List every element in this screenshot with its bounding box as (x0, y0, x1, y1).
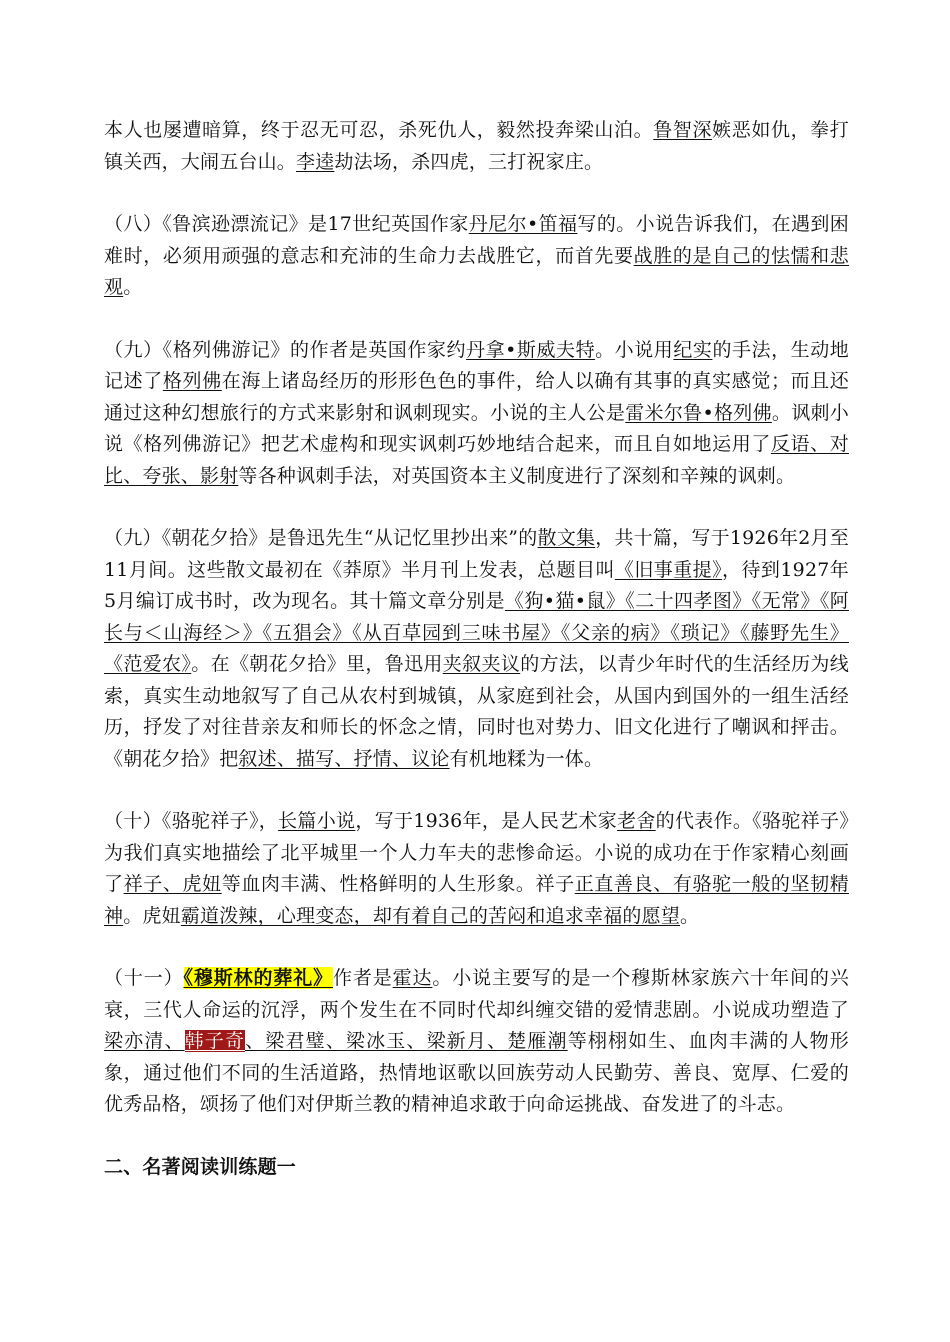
text: 的方法，以青少年时代的生活经历为线索，真实生动地叙写了自己从农村到城镇，从家庭到社会，从国内到国外的一组生活经历，抒发了对往昔亲友和师长的怀念之情，同时也对势力、旧文化进行了嘲讽和抨击。《朝花夕拾》把 (104, 653, 849, 770)
underlined-term: 鲁智深 (653, 119, 713, 141)
underlined-term: 、梁君璧、梁冰玉、梁新月、楚雁潮 (245, 1030, 568, 1052)
paragraph-dawn-blossoms (104, 523, 849, 775)
underlined-term: 祥子、虎妞 (123, 873, 222, 895)
text: 作者是 (332, 967, 393, 989)
underlined-term: 格列佛 (162, 370, 222, 392)
underlined-term: 正直善良、有骆驼一般的坚韧精神 (104, 873, 849, 927)
document-body (104, 115, 849, 1214)
text: 。小说主要写的是一个穆斯林家族六十年间的兴衰，三代人命运的沉浮，两个发生在不同时代却纠缠交错的爱情悲剧。小说成功塑造了 (104, 967, 849, 1021)
text: 的代表作。《骆驼祥子》为我们真实地描绘了北平城里一个人力车夫的悲惨命运。小说的成功在于作家精心刻画了 (104, 810, 849, 895)
underlined-term: 长篇小说 (278, 810, 356, 832)
text: ，待到1927年5月编订成书时，改为现名。其十篇文章分别是 (104, 558, 849, 612)
underlined-term: 纪实 (673, 338, 713, 361)
text: 。 (680, 904, 700, 927)
underlined-term: 梁亦清、 (104, 1030, 185, 1052)
text: （八）《鲁滨逊漂流记》是17世纪英国作家 (104, 213, 469, 235)
underlined-term: 散文集 (537, 527, 596, 549)
text: 在海上诸岛经历的形形色色的事件，给人以确有其事的真实感觉；而且还通过这种幻想旅行的方式来影射和讽刺现实。小说的主人公是 (104, 370, 850, 424)
text: （九）《朝花夕拾》是鲁迅先生“从记忆里抄出来”的 (104, 527, 538, 549)
underlined-term: 雷米尔鲁•格列佛 (625, 401, 772, 424)
text: 等各种讽刺手法，对英国资本主义制度进行了深刻和辛辣的讽刺。 (238, 464, 796, 487)
highlighted-title: 《穆斯林的葬礼》 (183, 967, 333, 989)
paragraph-robinson-crusoe (104, 209, 849, 304)
underlined-term: 《旧事重提》 (614, 558, 723, 581)
text: （十一） (104, 967, 184, 989)
highlighted-name: 韩子奇 (184, 1030, 246, 1052)
section-heading: 二、名著阅读训练题一 (104, 1155, 297, 1178)
paragraph-water-margin-end (104, 115, 849, 178)
text: 等栩栩如生、血肉丰满的人物形象，通过他们不同的生活道路，热情地讴歌以回族劳动人民勤劳、善良、宽厚、仁爱的优秀品格，颂扬了他们对伊斯兰教的精神追求敢于向命运挑战、奋发进了的斗志。 (104, 1030, 849, 1115)
text: 。在《朝花夕拾》里，鲁迅用 (191, 653, 443, 675)
paragraph-gullivers-travels (104, 335, 849, 493)
text: 本人也屡遭暗算，终于忍无可忍，杀死仇人，毅然投奔梁山泊。 (104, 119, 654, 141)
underlined-term: 李逵 (296, 150, 335, 173)
underlined-term: 丹尼尔•笛福 (468, 213, 578, 235)
text: ，写于1936年，是人民艺术家 (355, 810, 618, 832)
text: 的手法，生动地记述了 (104, 338, 849, 392)
paragraph-camel-xiangzi (104, 806, 849, 932)
text: 有机地糅为一体。 (449, 747, 604, 770)
text: 。 (123, 276, 143, 298)
underlined-term: 霍达 (392, 967, 433, 989)
underlined-term: 老舍 (617, 810, 656, 832)
text: 。讽刺小说《格列佛游记》把艺术虚构和现实讽刺巧妙地结合起来，而且自如地运用了 (104, 401, 850, 455)
underlined-term: 《狗•猫•鼠》《二十四孝图》《无常》《阿长与＜山海经＞》《五猖会》《从百草园到三味书屋》《父亲的病》《琐记》《藤野先生》《范爱农》 (104, 590, 849, 675)
underlined-term: 战胜的是自己的怯懦和悲观 (104, 244, 850, 298)
text: 等血肉丰满、性格鲜明的人生形象。祥子 (221, 873, 575, 895)
text: （十）《骆驼祥子》， (104, 810, 279, 832)
underlined-term: 霸道泼辣，心理变态，却有着自己的苦闷和追求幸福的愿望 (180, 904, 681, 927)
text: 嫉恶如仇，拳打镇关西，大闹五台山。 (104, 119, 850, 173)
text: 。虎妞 (123, 904, 181, 927)
text: 写的。小说告诉我们，在遇到困难时，必须用顽强的意志和充沛的生命力去战胜它，而首先要 (104, 213, 849, 267)
text: 。小说用 (595, 338, 674, 361)
text: 劫法场，杀四虎，三打祝家庄。 (334, 150, 604, 173)
text: ，共十篇，写于1926年2月至11月间。这些散文最初在《莽原》半月刊上发表，总题目叫 (104, 527, 849, 581)
paragraph-muslim-funeral (104, 963, 849, 1121)
underlined-term: 夹叙夹议 (442, 653, 521, 675)
underlined-term: 反语、对比、夸张、影射 (104, 433, 849, 487)
underlined-term: 丹拿•斯威夫特 (466, 338, 596, 361)
underlined-term: 叙述、描写、抒情、议论 (238, 747, 450, 770)
text: （九）《格列佛游记》的作者是英国作家约 (104, 338, 467, 361)
